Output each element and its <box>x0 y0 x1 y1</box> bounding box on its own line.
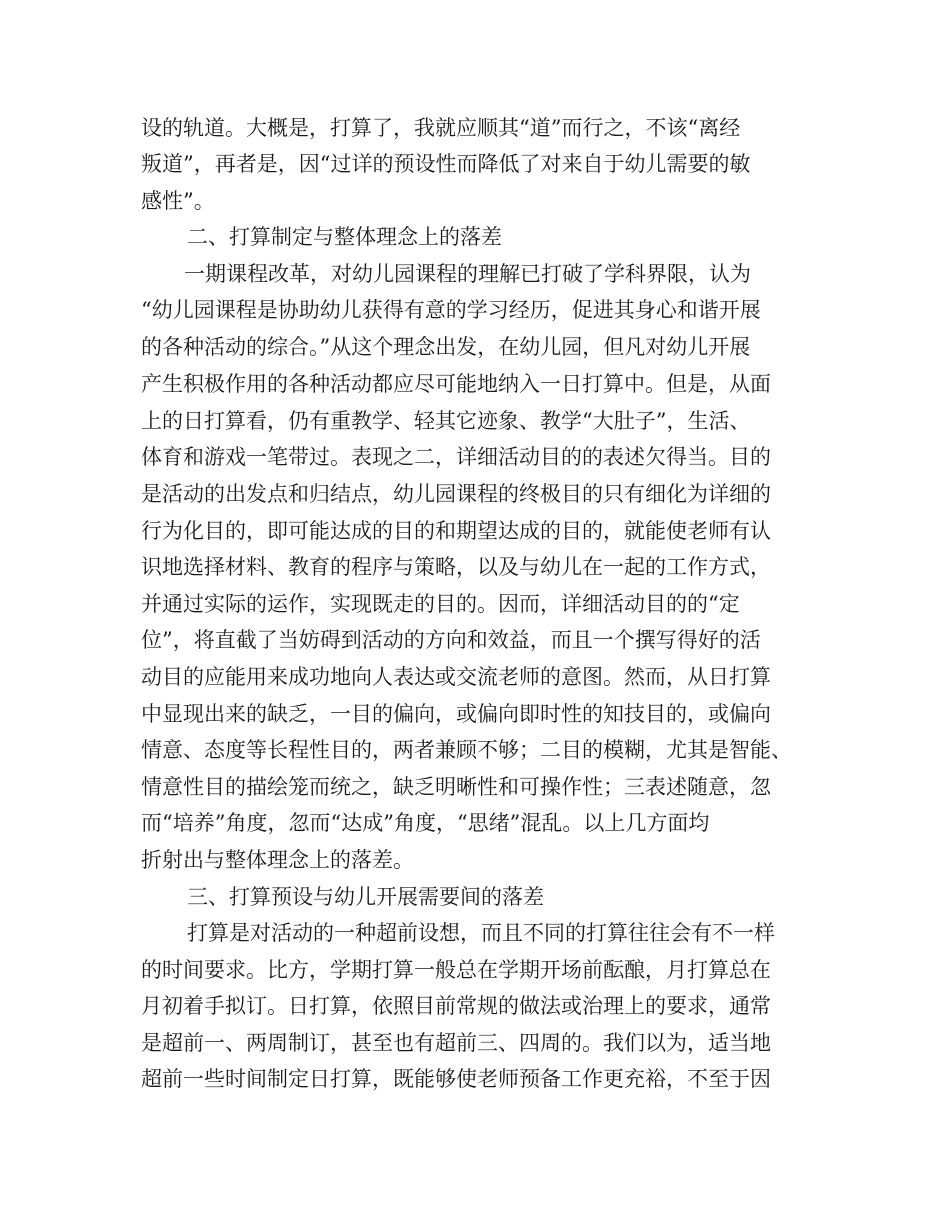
text-line: 感性”。 <box>141 189 215 213</box>
text-line: 的各种活动的综合。”从这个理念出发，在幼儿园，但凡对幼儿开展 <box>141 335 751 359</box>
text-line: 设的轨道。大概是，打算了，我就应顺其“道”而行之，不该“离经 <box>141 116 741 140</box>
text-line: 月初着手拟订。日打算，依照目前常规的做法或治理上的要求，通常 <box>141 994 771 1018</box>
text-line: 的时间要求。比方，学期打算一般总在学期开场前酝酿，月打算总在 <box>141 958 771 982</box>
text-line: “幼儿园课程是协助幼儿获得有意的学习经历，促进其身心和谐开展 <box>141 298 761 322</box>
text-line: 中显现出来的缺乏，一目的偏向，或偏向即时性的知技目的，或偏向 <box>141 702 771 726</box>
text-line: 折射出与整体理念上的落差。 <box>141 848 414 872</box>
text-line: 体育和游戏一笔带过。表现之二，详细活动目的的表述欠得当。目的 <box>141 445 771 469</box>
text-line: 位”，将直截了当妨碍到活动的方向和效益，而且一个撰写得好的活 <box>141 628 761 652</box>
text-line: 是活动的出发点和归结点，幼儿园课程的终极目的只有细化为详细的 <box>141 482 771 506</box>
text-line: 一期课程改革，对幼儿园课程的理解已打破了学科界限，认为 <box>184 262 751 286</box>
text-line: 行为化目的，即可能达成的目的和期望达成的目的，就能使老师有认 <box>141 519 771 543</box>
text-line: 产生积极作用的各种活动都应尽可能地纳入一日打算中。但是，从面 <box>141 372 771 396</box>
text-line: 打算是对活动的一种超前设想，而且不同的打算往往会有不一样 <box>187 921 775 945</box>
text-line: 超前一些时间制定日打算，既能够使老师预备工作更充裕，不至于因 <box>141 1067 771 1091</box>
text-line: 是超前一、两周制订，甚至也有超前三、四周的。我们以为，适当地 <box>141 1031 771 1055</box>
text-line: 情意性目的描绘笼而统之，缺乏明晰性和可操作性；三表述随意，忽 <box>141 775 771 799</box>
text-line: 上的日打算看，仍有重教学、轻其它迹象、教学“大肚子”，生活、 <box>141 409 751 433</box>
text-line: 并通过实际的运作，实现既走的目的。因而，详细活动目的的“定 <box>141 592 740 616</box>
section-heading: 三、打算预设与幼儿开展需要间的落差 <box>187 885 544 909</box>
text-line: 识地选择材料、教育的程序与策略，以及与幼儿在一起的工作方式， <box>141 555 771 579</box>
text-line: 而“培养”角度，忽而“达成”角度，“思绪”混乱。以上几方面均 <box>141 811 710 835</box>
text-line: 动目的应能用来成功地向人表达或交流老师的意图。然而，从日打算 <box>141 665 771 689</box>
text-line: 叛道”，再者是，因“过详的预设性而降低了对来自于幼儿需要的敏 <box>141 152 751 176</box>
text-line: 情意、态度等长程性目的，两者兼顾不够；二目的模糊，尤其是智能、 <box>141 738 792 762</box>
section-heading: 二、打算制定与整体理念上的落差 <box>187 225 502 249</box>
